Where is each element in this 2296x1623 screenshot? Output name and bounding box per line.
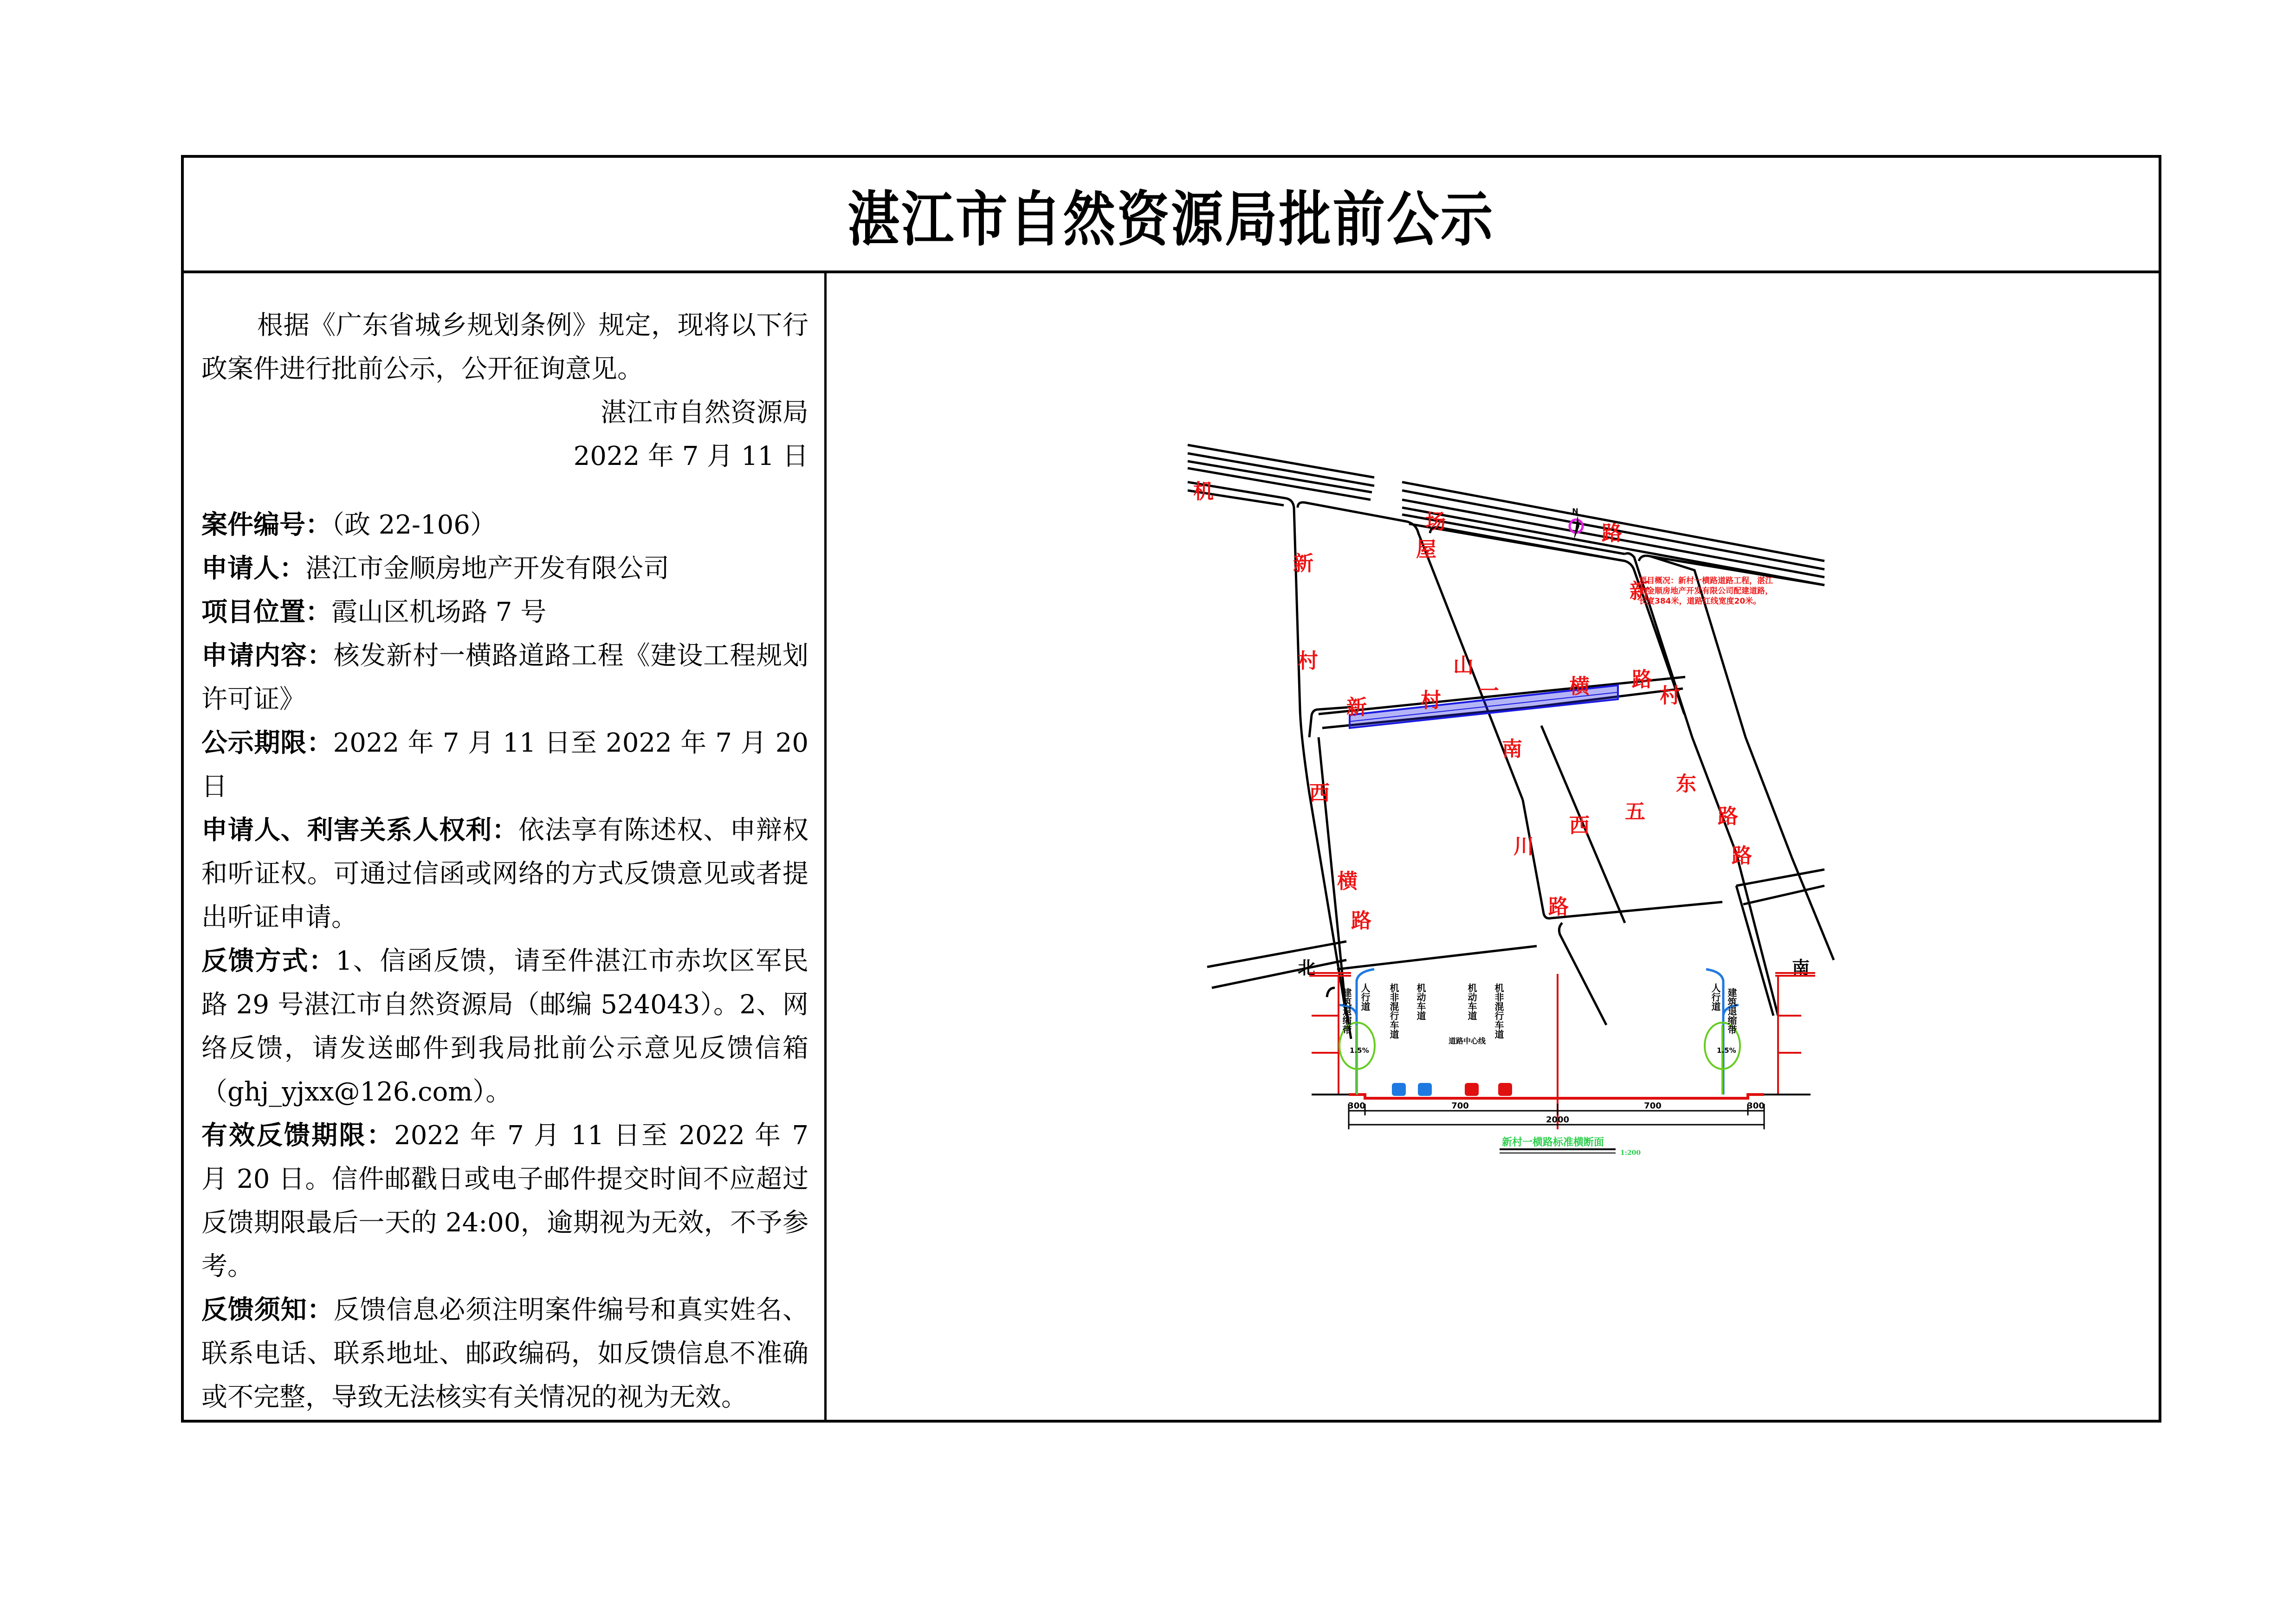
svg-text:道路中心线: 道路中心线 [1449,1037,1486,1045]
svg-text:300: 300 [1348,1101,1365,1111]
title-row [184,158,2159,273]
svg-text:1:200: 1:200 [1620,1149,1641,1157]
svg-text:川: 川 [1513,835,1534,858]
svg-text:北: 北 [1298,958,1316,978]
svg-text:2000: 2000 [1546,1115,1570,1125]
field-rights: 申请人、利害关系人权利：依法享有陈述权、申辩权和听证权。可通过信函或网络的方式反馈意见或者提出听证申请。 [201,815,809,933]
svg-text:N: N [1572,507,1578,515]
svg-text:五: 五 [1625,800,1645,824]
svg-text:西: 西 [1569,814,1590,837]
svg-text:横: 横 [1337,869,1358,893]
field-location: 项目位置：霞山区机场路 7 号 [201,597,547,627]
svg-text:市金顺房地产开发有限公司配建道路，: 市金顺房地产开发有限公司配建道路， [1639,586,1773,596]
field-feedback-method: 反馈方式：1、信函反馈，请至件湛江市赤坎区军民路 29 号湛江市自然资源局（邮编 524043）。2、网络反馈，请发送邮件到我局批前公示意见反馈信箱（ghj_yjxx@126.com）。 [201,946,809,1107]
svg-text:路: 路 [1718,805,1738,828]
svg-text:300: 300 [1747,1101,1765,1111]
issue-date: 2022 年 7 月 11 日 [573,441,808,471]
svg-text:新村一横路标准横断面: 新村一横路标准横断面 [1502,1136,1604,1148]
svg-text:建筑退缩带: 建筑退缩带 [1341,988,1352,1034]
svg-text:建筑退缩带: 建筑退缩带 [1726,988,1737,1034]
case-fields [201,503,808,1419]
car-icons [1392,1083,1512,1096]
svg-text:南: 南 [1502,737,1522,761]
field-case-number: 案件编号：（政 22-106） [201,510,496,540]
svg-text:人行道: 人行道 [1710,983,1721,1011]
svg-text:路: 路 [1732,844,1752,868]
field-feedback-deadline: 有效反馈期限：2022 年 7 月 11 日至 2022 年 7 月 20 日。信件邮戳日或电子邮件提交时间不应超过反馈期限最后一天的 24:00，逾期视为无效，不予参考。 [201,1121,809,1282]
svg-text:长度384米，道路红线宽度20米。: 长度384米，道路红线宽度20米。 [1639,597,1761,606]
issuer: 湛江市自然资源局 [601,398,808,428]
svg-text:场: 场 [1425,510,1446,534]
svg-text:山: 山 [1453,654,1474,677]
svg-text:机动车道: 机动车道 [1466,983,1477,1020]
svg-text:1.5%: 1.5% [1717,1046,1736,1055]
svg-text:路: 路 [1548,895,1569,919]
page-title: 湛江市自然资源局批前公示 [847,185,1495,254]
svg-text:700: 700 [1644,1101,1662,1111]
field-applicant: 申请人：湛江市金顺房地产开发有限公司 [201,554,669,584]
notice-table [181,155,2161,1423]
field-period: 公示期限：2022 年 7 月 11 日至 2022 年 7 月 20 日 [201,728,809,802]
svg-text:700: 700 [1451,1101,1469,1111]
notice-text-column [184,273,827,1420]
svg-text:机非混行车道: 机非混行车道 [1493,983,1504,1039]
street-lamp-icon [1339,969,1739,1095]
svg-text:机: 机 [1193,480,1214,503]
svg-text:新: 新 [1630,580,1650,603]
svg-text:一: 一 [1479,679,1499,703]
field-feedback-notice: 反馈须知：反馈信息必须注明案件编号和真实姓名、联系电话、联系地址、邮政编码，如反馈信息不准确或不完整，导致无法核实有关情况的视为无效。 [201,1295,809,1412]
intro-paragraph: 根据《广东省城乡规划条例》规定，现将以下行政案件进行批前公示，公开征询意见。 [201,310,808,384]
site-plan-drawing [827,273,2296,1423]
svg-text:屋: 屋 [1416,538,1436,561]
svg-text:机非混行车道: 机非混行车道 [1388,983,1399,1039]
svg-text:机动车道: 机动车道 [1415,983,1426,1020]
drawing-column [827,273,2159,1420]
cross-section-drawing [1298,958,1815,1157]
svg-text:1.5%: 1.5% [1350,1046,1369,1055]
svg-text:新: 新 [1293,552,1313,575]
svg-text:人行道: 人行道 [1359,983,1371,1011]
svg-text:南: 南 [1792,958,1810,978]
svg-text:路: 路 [1351,909,1371,933]
svg-text:村: 村 [1421,689,1441,712]
svg-text:西: 西 [1309,781,1330,805]
svg-text:项目概况：新村一横路道路工程，湛江: 项目概况：新村一横路道路工程，湛江 [1639,576,1773,586]
svg-text:横: 横 [1569,675,1590,698]
svg-text:东: 东 [1676,772,1696,796]
project-note [1639,576,1773,606]
svg-text:村: 村 [1660,684,1680,708]
svg-text:路: 路 [1632,668,1652,691]
svg-text:路: 路 [1602,522,1622,545]
svg-text:村: 村 [1298,649,1318,673]
svg-text:新: 新 [1346,696,1367,719]
field-content: 申请内容：核发新村一横路道路工程《建设工程规划许可证》 [201,641,809,715]
